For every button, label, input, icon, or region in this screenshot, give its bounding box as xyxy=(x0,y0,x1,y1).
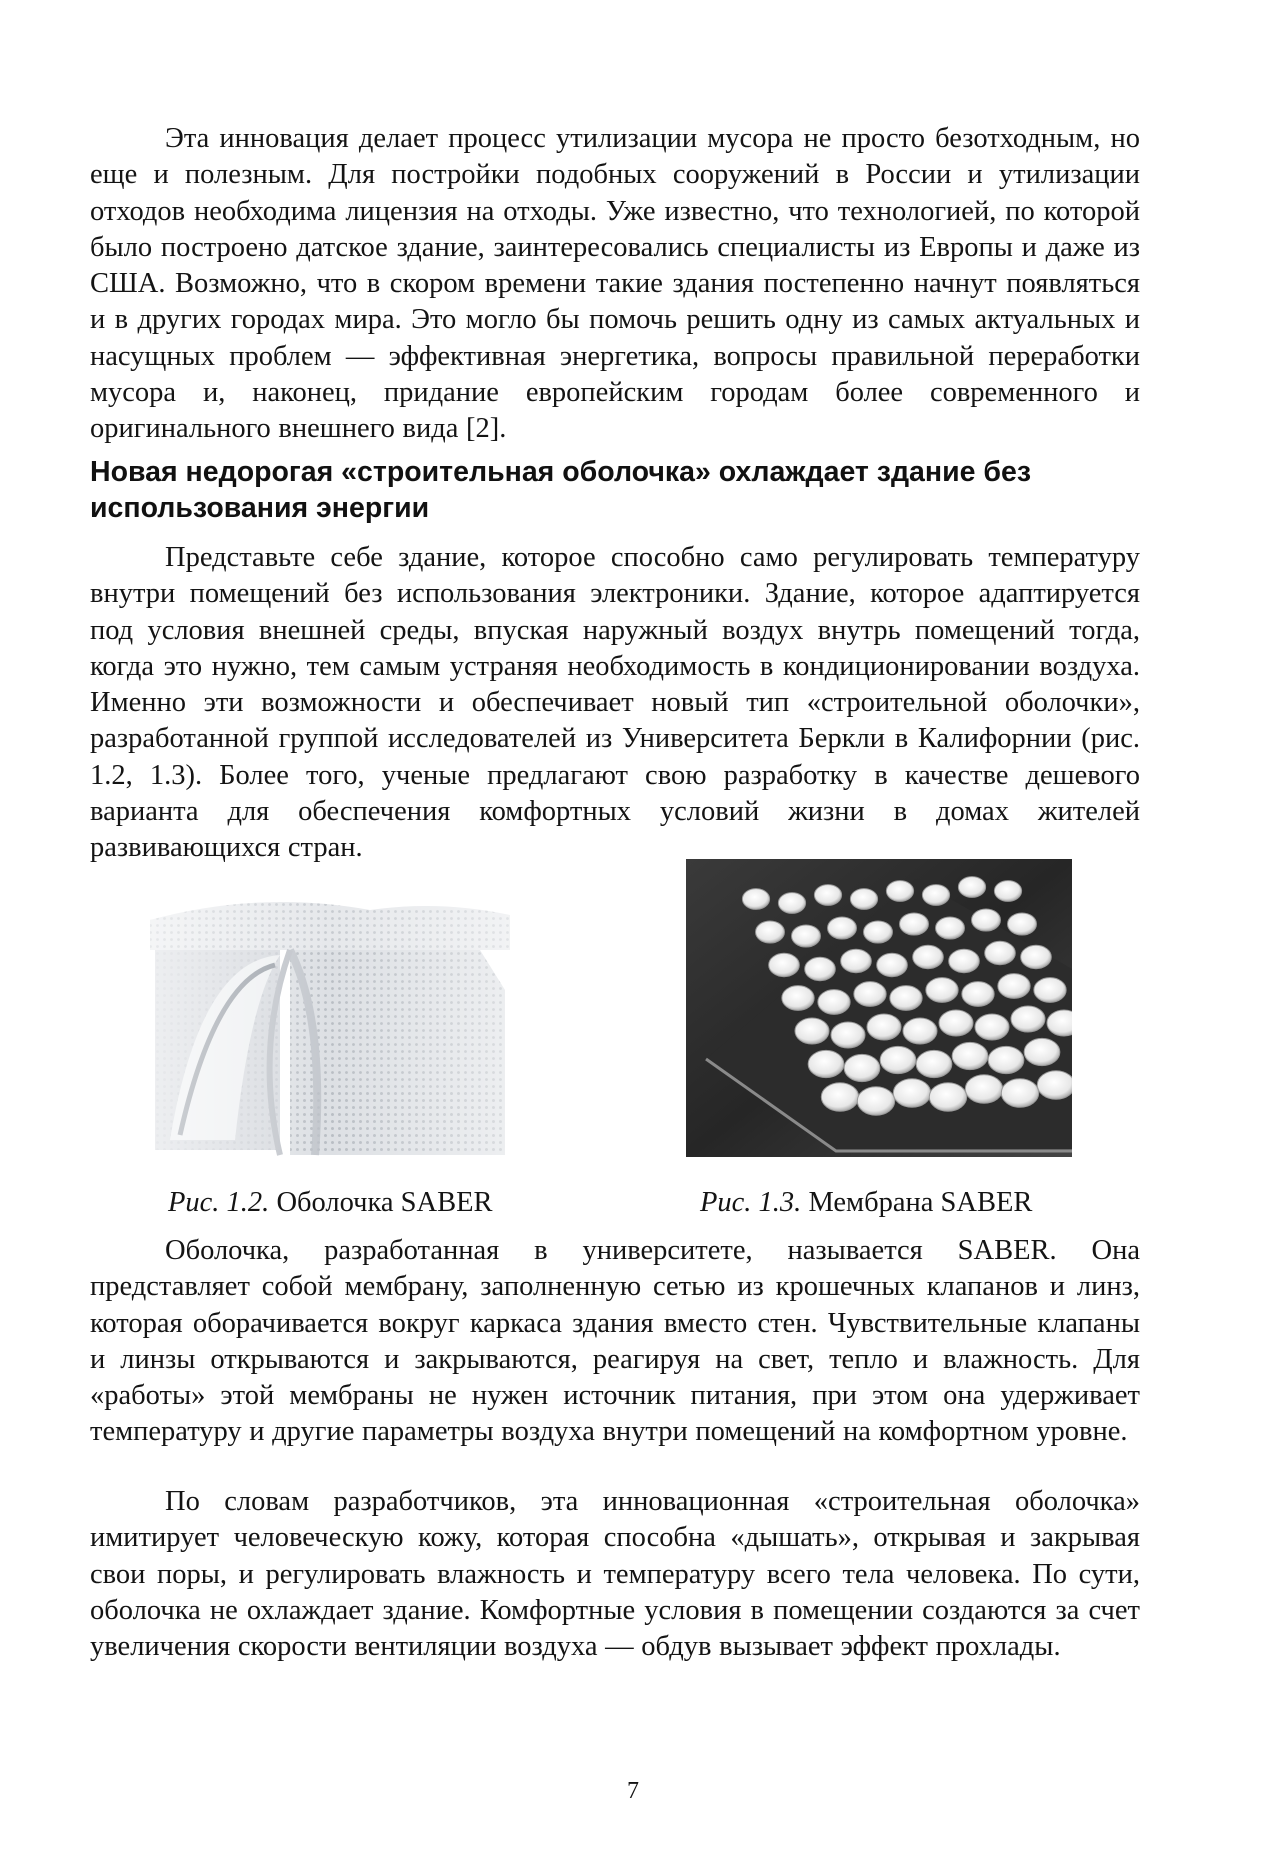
figure-label: Рис. 1.2. xyxy=(168,1187,270,1218)
membrane-disc xyxy=(769,953,800,976)
membrane-disc xyxy=(994,881,1021,902)
paragraph-waste-innovation: Эта инновация делает процесс утилизации мусора не просто безотходным, но еще и полезным. Для постройки подобных сооружений в России и утилизации отходов необходима лицензия на отходы. Уже известно, что технологией, по которой было построено датское здание, заинтересовались специалисты из Европы и даже из США. Возможно, что в скором времени такие здания постепенно начнут появляться и в других городах мира. Это могло бы помочь решить одну из самых актуальных и насущных проблем — эффективная энергетика, вопросы правильной переработки мусора и, наконец, придание европейским городам более современного и оригинального внешнего вида [2]. xyxy=(90,123,1140,445)
membrane-disc xyxy=(850,889,877,910)
membrane-disc xyxy=(782,986,814,1011)
membrane-disc xyxy=(949,949,980,972)
membrane-disc xyxy=(922,885,949,906)
membrane-disc xyxy=(958,877,985,898)
membrane-disc xyxy=(926,978,958,1003)
membrane-disc xyxy=(814,885,841,906)
figure-caption-1-3 xyxy=(700,1186,1032,1220)
membrane-disc xyxy=(985,941,1016,964)
membrane-disc xyxy=(857,1087,894,1116)
membrane-disc xyxy=(831,1022,865,1048)
membrane-disc xyxy=(1011,1006,1045,1032)
membrane-disc xyxy=(844,1054,880,1081)
membrane-disc xyxy=(1024,1038,1060,1065)
figure-caption-text: Оболочка SABER xyxy=(276,1187,493,1218)
membrane-disc xyxy=(929,1083,966,1112)
membrane-disc xyxy=(1008,913,1037,935)
membrane-disc xyxy=(890,986,922,1011)
figure-label: Рис. 1.3. xyxy=(700,1187,802,1218)
membrane-disc xyxy=(854,982,886,1007)
membrane-disc xyxy=(792,925,821,947)
paragraph-building-envelope: Представьте себе здание, которое способно само регулировать температуру внутри помещений без использования электроники. Здание, которое адаптируется под условия внешней среды, впуская наружный воздух внутрь помещений тогда, когда это нужно, тем самым устраняя необходимость в кондиционировании воздуха. Именно эти возможности и обеспечивает новый тип «строительной оболочки», разработанной группой исследователей из Университета Беркли в Калифорнии (рис. 1.2, 1.3). Более того, ученые предлагают свою разработку в качестве дешевого варианта для обеспечения комфортных условий жизни в домах жителей развивающихся стран. xyxy=(90,542,1140,864)
membrane-disc xyxy=(808,1050,844,1077)
membrane-disc xyxy=(936,917,965,939)
figure-caption-text: Мембрана SABER xyxy=(808,1187,1033,1218)
figure-saber-shell xyxy=(140,880,520,1170)
membrane-disc xyxy=(900,913,929,935)
membrane-disc xyxy=(1001,1079,1038,1108)
saber-membrane-image xyxy=(686,859,1072,1157)
membrane-disc xyxy=(962,982,994,1007)
membrane-disc xyxy=(828,917,857,939)
membrane-disc xyxy=(867,1014,901,1040)
membrane-disc xyxy=(1034,978,1066,1003)
membrane-disc xyxy=(778,893,805,914)
membrane-disc xyxy=(880,1046,916,1073)
membrane-disc xyxy=(975,1014,1009,1040)
membrane-disc xyxy=(795,1018,829,1044)
membrane-disc xyxy=(841,949,872,972)
membrane-disc xyxy=(998,974,1030,999)
page-number: 7 xyxy=(627,1778,639,1804)
membrane-disc xyxy=(886,881,913,902)
membrane-disc xyxy=(756,921,785,943)
membrane-disc xyxy=(893,1079,930,1108)
saber-shell-image xyxy=(140,880,520,1170)
membrane-disc xyxy=(821,1083,858,1112)
paragraph-skin-analogy: По словам разработчиков, эта инновационная «строительная оболочка» имитирует человеческую кожу, которая способна «дышать», открывая и закрывая свои поры, и регулировать влажность и температуру всего тела человека. По сути, оболочка не охлаждает здание. Комфортные условия в помещении создаются за счет увеличения скорости вентиляции воздуха — обдув вызывает эффект прохлады. xyxy=(90,1486,1140,1663)
membrane-disc xyxy=(939,1010,973,1036)
membrane-disc xyxy=(916,1050,952,1077)
paragraph-saber-description: Оболочка, разработанная в университете, называется SABER. Она представляет собой мембрану, заполненную сетью из крошечных клапанов и линз, которая оборачивается вокруг каркаса здания вместо стен. Чувствительные клапаны и линзы открываются и закрываются, реагируя на свет, тепло и влажность. Для «работы» этой мембраны не нужен источник питания, при этом она удерживает температуру и другие параметры воздуха внутри помещений на комфортном уровне. xyxy=(90,1235,1140,1448)
membrane-disc xyxy=(818,990,850,1015)
membrane-disc xyxy=(913,945,944,968)
membrane-disc xyxy=(805,957,836,980)
membrane-disc xyxy=(972,909,1001,931)
membrane-disc xyxy=(952,1042,988,1069)
membrane-disc xyxy=(903,1018,937,1044)
figure-saber-membrane xyxy=(686,859,1072,1157)
membrane-disc xyxy=(864,921,893,943)
figure-caption-1-2 xyxy=(168,1186,493,1220)
membrane-disc xyxy=(1021,945,1052,968)
membrane-disc xyxy=(988,1046,1024,1073)
membrane-disc xyxy=(742,889,769,910)
membrane-disc xyxy=(965,1075,1002,1104)
section-heading: Новая недорогая «строительная оболочка» охлаждает здание без использования энергии xyxy=(90,456,1032,524)
membrane-disc xyxy=(877,953,908,976)
membrane-disc xyxy=(1037,1071,1072,1100)
